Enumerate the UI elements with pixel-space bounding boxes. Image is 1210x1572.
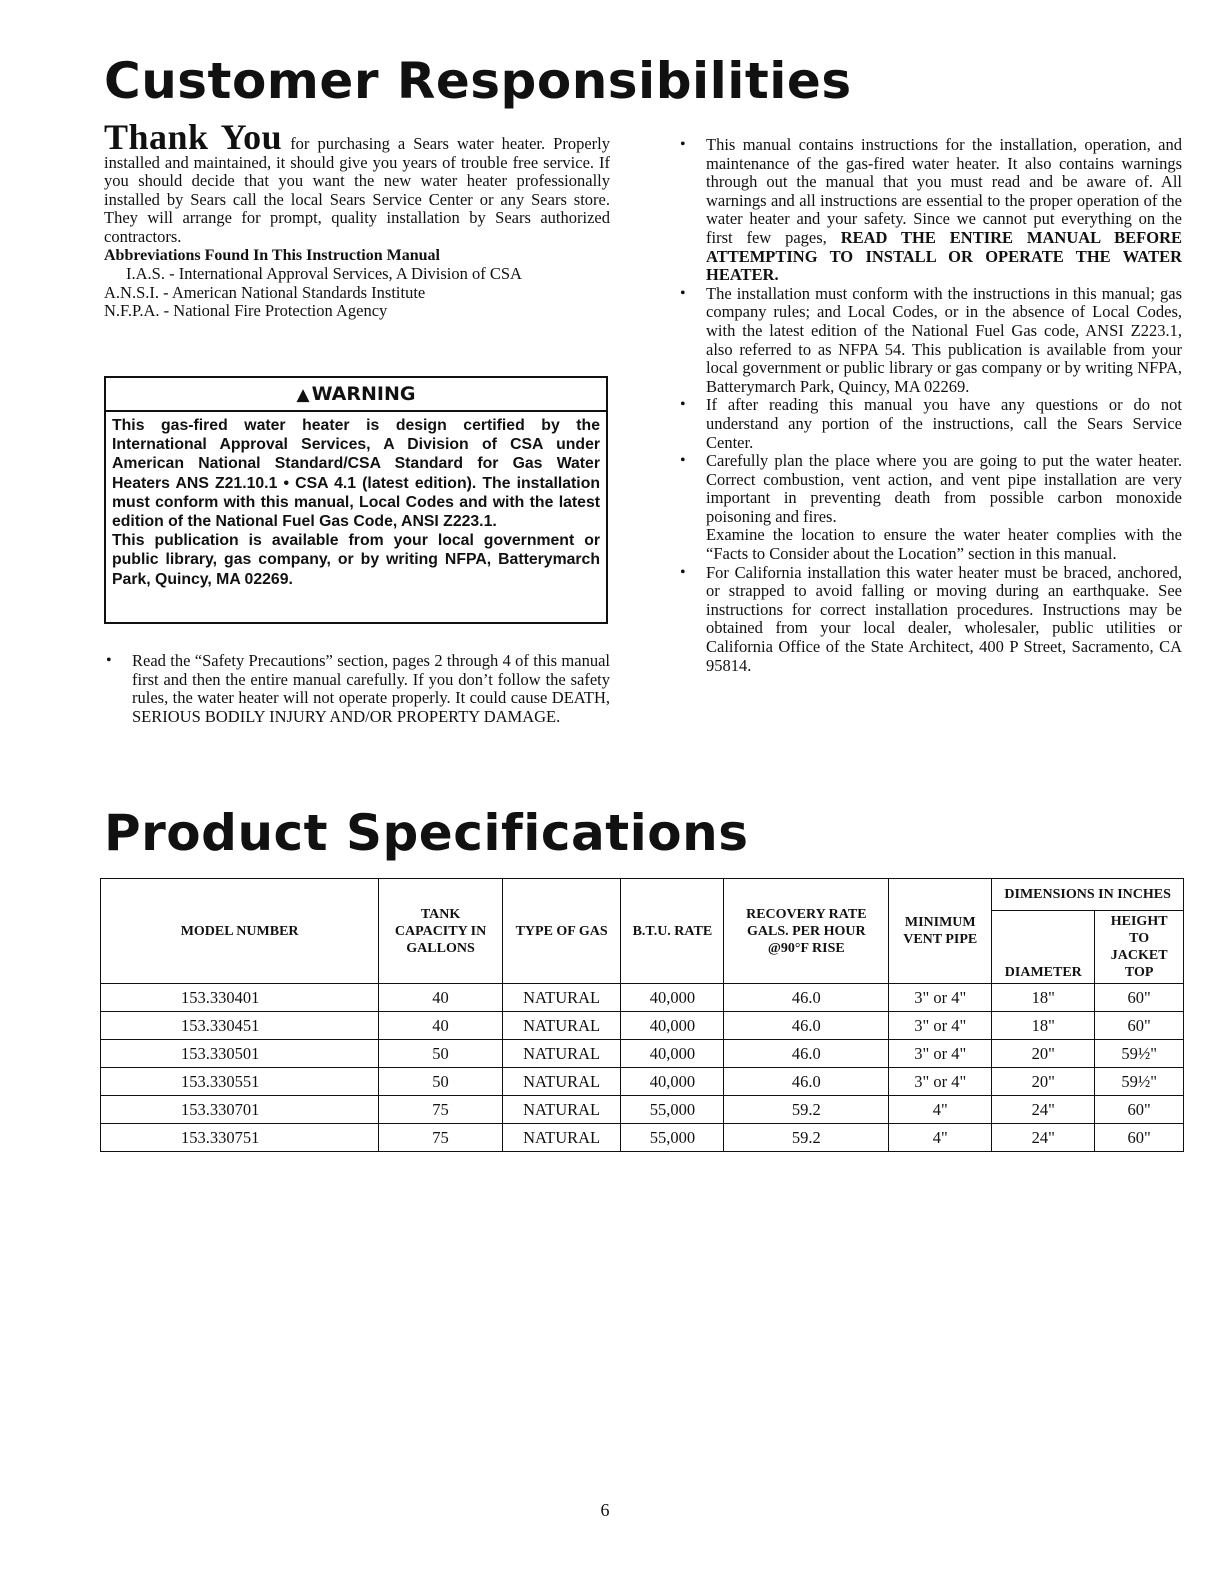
cell-tank: 40 (379, 1012, 503, 1040)
cell-vent: 4" (889, 1096, 992, 1124)
bullet-item (678, 564, 1182, 676)
cell-tank: 50 (379, 1040, 503, 1068)
bullet-item (678, 136, 1182, 285)
cell-height: 60" (1095, 1096, 1184, 1124)
header-btu-rate: B.T.U. RATE (621, 879, 724, 984)
cell-height: 59½" (1095, 1040, 1184, 1068)
cell-diameter: 24" (992, 1124, 1095, 1152)
abbreviations-heading: Abbreviations Found In This Instruction Manual (104, 246, 440, 264)
cell-height: 60" (1095, 1124, 1184, 1152)
cell-vent: 3" or 4" (889, 1012, 992, 1040)
cell-tank: 75 (379, 1096, 503, 1124)
intro-text: for purchasing a Sears water heater. Properly installed and maintained, it should give you years of trouble free service. If you should decide that you want the new water heater professionally installed by Sears call the local Sears Service Center or any Sears store. They will arrange for prompt, quality installation by Sears authorized contractors. (104, 134, 610, 246)
bullet-text-bold: READ THE ENTIRE MANUAL BEFORE ATTEMPTING TO INSTALL OR OPERATE THE WATER HEATER. (706, 227, 1182, 285)
specifications-table (100, 878, 1184, 1152)
warning-paragraph: This publication is available from your local government or public library, gas company, or by writing NFPA, Batterymarch Park, Quincy, MA 02269. (112, 532, 600, 588)
cell-height: 59½" (1095, 1068, 1184, 1096)
table-row (101, 1096, 1184, 1124)
cell-diameter: 20" (992, 1068, 1095, 1096)
bullet-text: • The installation must conform with the instructions in this manual; gas company rules; and Local Codes, or in the absence of Local Codes, with the latest edition of the National Fuel Gas code, ANSI Z223.1, also referred to as NFPA 54. This publication is available from your local government or public library or gas company or by writing NFPA, Batterymarch Park, Quincy, MA 02269. (706, 283, 1182, 396)
table-row (101, 1040, 1184, 1068)
table-row (101, 1012, 1184, 1040)
cell-vent: 3" or 4" (889, 1040, 992, 1068)
bullet-text: Examine the location to ensure the water heater complies with the “Facts to Consider about the Location” section in this manual. (706, 525, 1182, 564)
warning-label: WARNING (311, 383, 416, 405)
thank-you-heading: Thank You (104, 117, 283, 157)
bullet-text-regular: This manual contains instructions for the installation, operation, and maintenance of the gas-fired water heater. It also contains warnings through out the manual that you must read and be aware of. All warnings and all instructions are essential to the proper operation of the water heater and your safety. Since we cannot put everything on the first few pages, (706, 135, 1182, 247)
table-body (101, 984, 1184, 1152)
cell-diameter: 18" (992, 984, 1095, 1012)
left-bullet-list (104, 652, 610, 726)
bullet-text (706, 136, 1182, 285)
header-dimensions: DIMENSIONS IN INCHES (992, 879, 1184, 911)
bullet-item (678, 396, 1182, 452)
cell-height: 60" (1095, 1012, 1184, 1040)
cell-tank: 50 (379, 1068, 503, 1096)
cell-recovery: 46.0 (724, 984, 889, 1012)
cell-recovery: 46.0 (724, 1068, 889, 1096)
abbreviation-item: N.F.P.A. - National Fire Protection Agency (104, 301, 388, 321)
customer-responsibilities-title: Customer Responsibilities (104, 52, 852, 110)
warning-triangle-icon: ▲ (296, 385, 310, 405)
header-minimum-vent-pipe: MINIMUM VENT PIPE (889, 879, 992, 984)
cell-btu: 40,000 (621, 1040, 724, 1068)
cell-vent: 4" (889, 1124, 992, 1152)
cell-model: 153.330701 (101, 1096, 379, 1124)
warning-box (104, 376, 608, 624)
abbreviation-item: A.N.S.I. - American National Standards Institute (104, 282, 426, 302)
cell-btu: 40,000 (621, 1068, 724, 1096)
header-recovery-rate: RECOVERY RATE GALS. PER HOUR @90°F RISE (724, 879, 889, 984)
bullet-item (104, 652, 610, 726)
cell-gas: NATURAL (502, 1068, 621, 1096)
cell-gas: NATURAL (502, 1124, 621, 1152)
cell-model: 153.330551 (101, 1068, 379, 1096)
cell-gas: NATURAL (502, 984, 621, 1012)
bullet-item (678, 285, 1182, 397)
cell-btu: 40,000 (621, 984, 724, 1012)
cell-model: 153.330401 (101, 984, 379, 1012)
cell-btu: 40,000 (621, 1012, 724, 1040)
cell-gas: NATURAL (502, 1096, 621, 1124)
warning-paragraph: This gas-fired water heater is design certified by the International Approval Services, A Division of CSA under American National Standard/CSA Standard for Gas Water Heaters ANS Z21.10.1 • CSA 4.1 (latest edition). The installation must conform with this manual, Local Codes and with the latest edition of the National Fuel Gas Code, ANSI Z223.1. (112, 417, 600, 531)
bullet-text: • For California installation this water heater must be braced, anchored, or strapped to avoid falling or moving during an earthquake. See instructions for correct installation procedures. Instructions may be obtained from your local dealer, wholesaler, public utilities or California Office of the State Architect, 400 P Street, Sacramento, CA 95814. (706, 562, 1182, 675)
header-type-of-gas: TYPE OF GAS (502, 879, 621, 984)
cell-diameter: 20" (992, 1040, 1095, 1068)
header-diameter: DIAMETER (992, 911, 1095, 984)
table-row (101, 1124, 1184, 1152)
abbreviations-list (104, 265, 610, 321)
cell-btu: 55,000 (621, 1096, 724, 1124)
cell-recovery: 46.0 (724, 1040, 889, 1068)
cell-gas: NATURAL (502, 1040, 621, 1068)
warning-body (106, 412, 606, 589)
cell-model: 153.330451 (101, 1012, 379, 1040)
cell-tank: 40 (379, 984, 503, 1012)
bullet-text: • Carefully plan the place where you are going to put the water heater. Correct combustion, vent action, and vent pipe installation are very important in preventing death from possible carbon monoxide poisoning and fires. (706, 451, 1182, 526)
header-height: HEIGHT TO JACKET TOP (1095, 911, 1184, 984)
page-number: 6 (600, 1500, 610, 1520)
cell-tank: 75 (379, 1124, 503, 1152)
abbreviation-item: I.A.S. - International Approval Services, A Division of CSA (126, 264, 522, 284)
cell-diameter: 18" (992, 1012, 1095, 1040)
bullet-text: • If after reading this manual you have any questions or do not understand any portion of the instructions, call the Sears Service Center. (706, 395, 1182, 452)
cell-recovery: 59.2 (724, 1096, 889, 1124)
header-tank-capacity: TANK CAPACITY IN GALLONS (379, 879, 503, 984)
cell-btu: 55,000 (621, 1124, 724, 1152)
cell-recovery: 59.2 (724, 1124, 889, 1152)
intro-paragraph (104, 117, 610, 247)
table-row (101, 1068, 1184, 1096)
cell-vent: 3" or 4" (889, 984, 992, 1012)
cell-diameter: 24" (992, 1096, 1095, 1124)
cell-vent: 3" or 4" (889, 1068, 992, 1096)
cell-height: 60" (1095, 984, 1184, 1012)
cell-model: 153.330751 (101, 1124, 379, 1152)
header-model-number: MODEL NUMBER (101, 879, 379, 984)
bullet-text: • Read the “Safety Precautions” section, pages 2 through 4 of this manual first and then the entire manual carefully. If you don’t follow the safety rules, the water heater will not operate properly. It could cause DEATH, SERIOUS BODILY INJURY AND/OR PROPERTY DAMAGE. (132, 651, 610, 726)
intro-section (104, 117, 610, 321)
cell-recovery: 46.0 (724, 1012, 889, 1040)
table-row (101, 984, 1184, 1012)
cell-model: 153.330501 (101, 1040, 379, 1068)
right-bullet-list (678, 136, 1182, 675)
bullet-item (678, 452, 1182, 564)
cell-gas: NATURAL (502, 1012, 621, 1040)
warning-title (106, 378, 606, 412)
product-specifications-title: Product Specifications (104, 804, 749, 862)
